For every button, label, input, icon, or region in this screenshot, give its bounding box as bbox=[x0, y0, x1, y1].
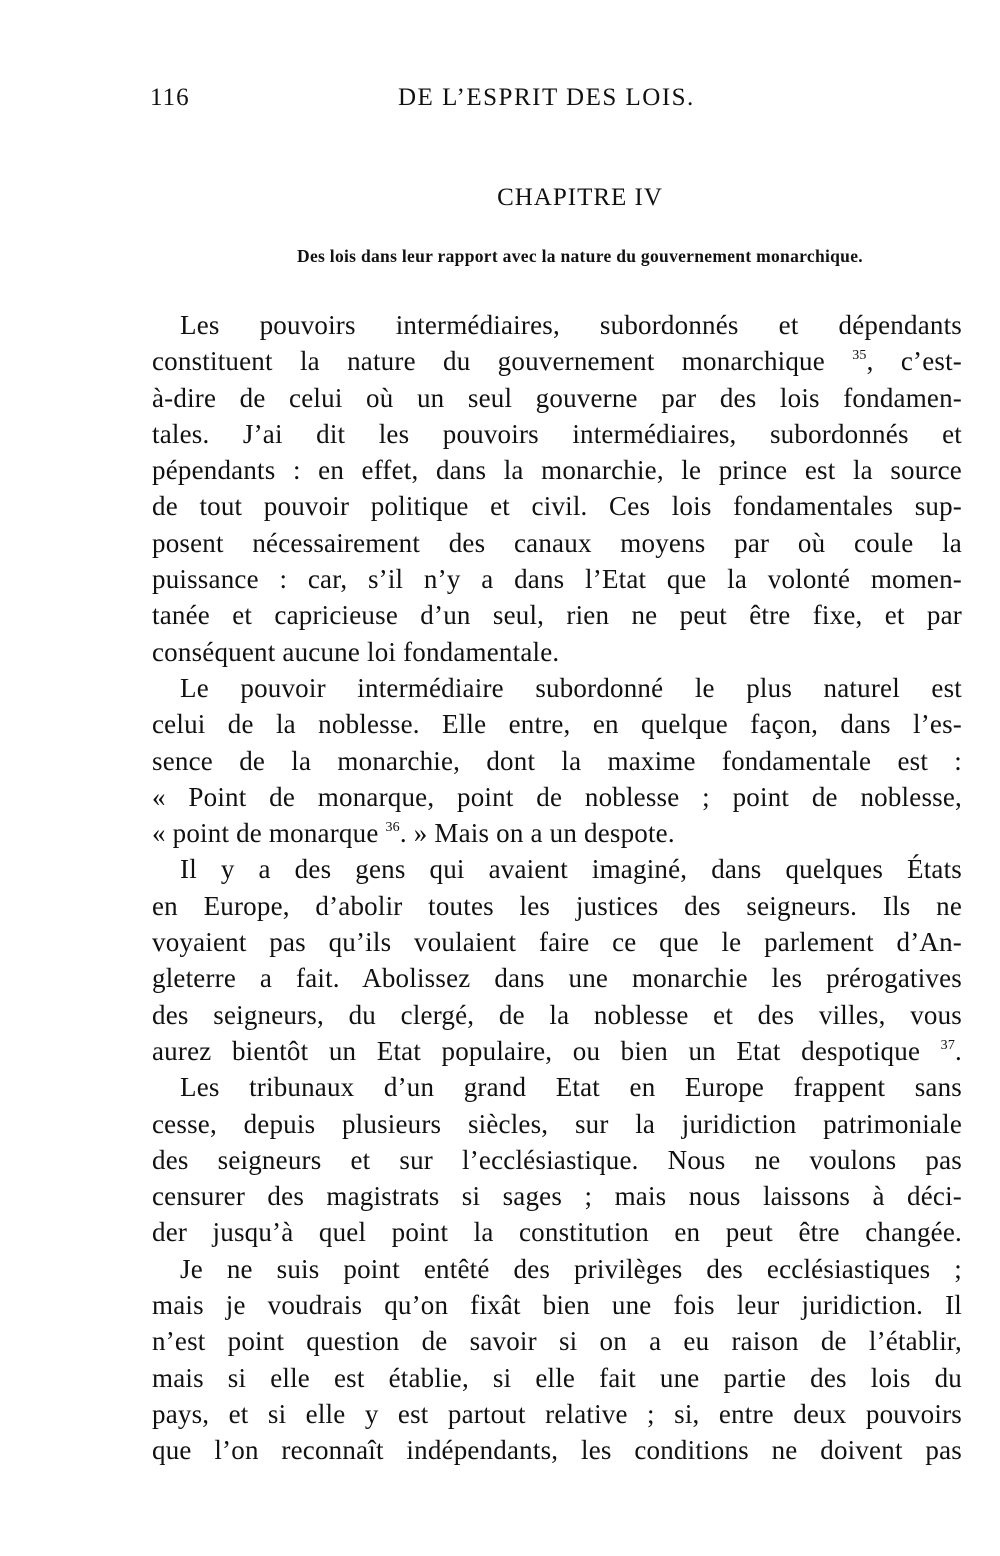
line-tail: . bbox=[955, 1035, 962, 1066]
text-line: Le pouvoir intermédiaire subordonné le plus naturel est bbox=[180, 672, 962, 703]
chapter-title: CHAPITRE IV bbox=[497, 184, 663, 211]
running-title: DE L’ESPRIT DES LOIS. bbox=[398, 84, 695, 111]
text-line: tanée et capricieuse d’un seul, rien ne peut être fixe, et par bbox=[152, 600, 962, 631]
text-line: voyaient pas qu’ils voulaient faire ce que le parlement d’An- bbox=[152, 927, 962, 958]
text-line: Les tribunaux d’un grand Etat en Europe frappent sans bbox=[180, 1072, 962, 1103]
text-line: mais je voudrais qu’on fixât bien une fois leur juridiction. Il bbox=[152, 1290, 962, 1321]
text-line: pépendants : en effet, dans la monarchie, le prince est la source bbox=[152, 455, 962, 486]
text-line: à-dire de celui où un seul gouverne par des lois fondamen- bbox=[152, 382, 962, 413]
footnote-ref: 37 bbox=[940, 1037, 956, 1053]
body-text bbox=[152, 307, 962, 1469]
running-head bbox=[150, 84, 960, 118]
line-tail: . » Mais on a un despote. bbox=[399, 818, 675, 849]
text-line: cesse, depuis plusieurs siècles, sur la juridiction patrimoniale bbox=[152, 1108, 962, 1139]
text-line: Il y a des gens qui avaient imaginé, dans quelques États bbox=[180, 854, 962, 885]
text-line: que l’on reconnaît indépendants, les conditions ne doivent pas bbox=[152, 1435, 962, 1466]
text-line: gleterre a fait. Abolissez dans une monarchie les prérogatives bbox=[152, 963, 962, 994]
line-tail: , c’est- bbox=[866, 346, 962, 377]
text-line: Je ne suis point entêté des privilèges des ecclésiastiques ; bbox=[180, 1253, 962, 1284]
text-line: Les pouvoirs intermédiaires, subordonnés et dépendants bbox=[180, 310, 962, 340]
text-line: tales. J’ai dit les pouvoirs intermédiaires, subordonnés et bbox=[152, 418, 962, 449]
text-line: der jusqu’à quel point la constitution en peut être changée. bbox=[152, 1217, 962, 1248]
text-line bbox=[152, 815, 962, 851]
text-line: en Europe, d’abolir toutes les justices des seigneurs. Ils ne bbox=[152, 890, 962, 921]
text-line: de tout pouvoir politique et civil. Ces lois fondamentales sup- bbox=[152, 491, 962, 522]
footnote-ref: 36 bbox=[385, 820, 400, 836]
text-line: n’est point question de savoir si on a eu raison de l’établir, bbox=[152, 1326, 962, 1357]
text-line bbox=[152, 343, 962, 379]
line-text: constituent la nature du gouvernement monarchique bbox=[152, 346, 825, 377]
text-line: conséquent aucune loi fondamentale. bbox=[152, 636, 560, 667]
text-line: des seigneurs, du clergé, de la noblesse et des villes, vous bbox=[152, 999, 962, 1030]
text-line: pays, et si elle y est partout relative ; si, entre deux pouvoirs bbox=[152, 1398, 962, 1429]
text-line: sence de la monarchie, dont la maxime fondamentale est : bbox=[152, 745, 962, 776]
chapter-subtitle: Des lois dans leur rapport avec la nature du gouvernement monarchique. bbox=[297, 246, 863, 266]
text-line: « Point de monarque, point de noblesse ; point de noblesse, bbox=[152, 781, 962, 812]
text-line: mais si elle est établie, si elle fait une partie des lois du bbox=[152, 1362, 962, 1393]
text-line: des seigneurs et sur l’ecclésiastique. Nous ne voulons pas bbox=[152, 1144, 962, 1175]
text-line bbox=[152, 1033, 962, 1069]
text-line: celui de la noblesse. Elle entre, en quelque façon, dans l’es- bbox=[152, 709, 962, 740]
footnote-ref: 35 bbox=[852, 348, 867, 364]
page-number: 116 bbox=[150, 84, 190, 111]
text-line: censurer des magistrats si sages ; mais nous laissons à déci- bbox=[152, 1181, 962, 1212]
text-line: puissance : car, s’il n’y a dans l’Etat que la volonté momen- bbox=[152, 564, 962, 595]
line-text: aurez bientôt un Etat populaire, ou bien un Etat despotique bbox=[152, 1035, 921, 1066]
line-text: « point de monarque bbox=[152, 818, 379, 849]
text-line: posent nécessairement des canaux moyens par où coule la bbox=[152, 527, 962, 558]
